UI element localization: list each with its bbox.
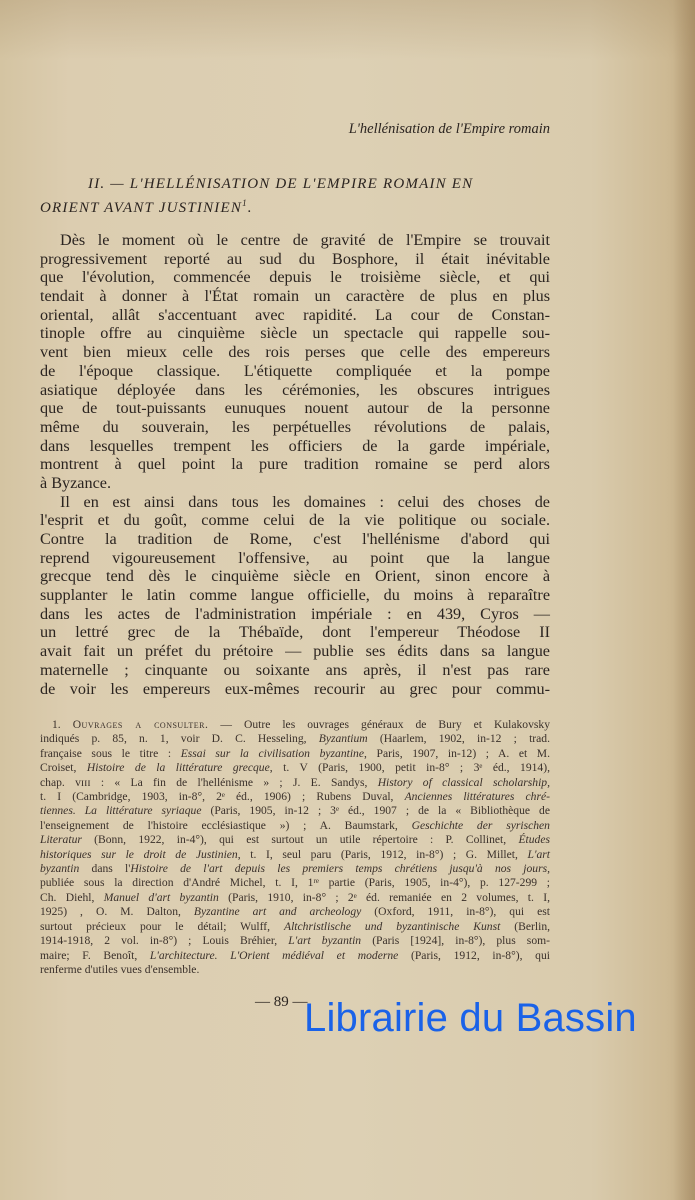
body-line: de l'époque classique. L'étiquette compliquée et la pompe — [40, 361, 550, 380]
footnote-title: Histoire de l'art depuis les premiers temps chrétiens jusqu'à nos jours, — [130, 862, 551, 876]
footnote-ref[interactable]: 1 — [242, 198, 248, 208]
heading-line-2 — [40, 200, 253, 216]
footnote — [40, 718, 550, 977]
footnote-line — [40, 876, 550, 890]
footnote-line — [40, 833, 550, 847]
body-line: Il en est ainsi dans tous les domaines : celui des choses de — [60, 492, 550, 511]
footnote-text: surtout précieux pour le détail; Wulff, — [40, 919, 284, 933]
footnote-title: tiennes. La littérature syriaque — [40, 804, 202, 818]
footnote-title: byzantin — [40, 862, 80, 876]
footnote-text: (Haarlem, 1902, in-12 ; trad. — [367, 732, 550, 746]
footnote-line — [40, 848, 550, 862]
section-heading — [40, 175, 550, 218]
footnote-line — [40, 804, 550, 818]
footnote-title: L'architecture. L'Orient médiéval et moderne — [149, 948, 399, 962]
body-line: maternelle ; cinquante ou soixante ans après, il n'est pas rare — [40, 660, 550, 679]
body-line: Contre la tradition de Rome, c'est l'hellénisme d'abord qui — [40, 530, 550, 548]
footnote-title: Altchristlische und byzantinische Kunst — [284, 919, 501, 933]
heading-line-1: II. — L'HELLÉNISATION DE L'EMPIRE ROMAIN EN — [88, 176, 474, 192]
footnote-title: Geschichte der syrischen — [411, 818, 550, 832]
footnote-text: — Outre les ouvrages généraux de Bury et Kulakovsky — [208, 718, 550, 731]
body-line: dans les actes de l'administration impériale : en 439, Cyros — — [40, 604, 550, 623]
page-edge — [673, 0, 695, 1200]
footnote-text: 1925) , O. M. Dalton, — [40, 905, 194, 919]
body-line: tendait à donner à l'État romain un caractère de plus en plus — [40, 287, 550, 306]
footnote-text: indiqués p. 85, n. 1, voir D. C. Hesseling, — [40, 732, 319, 746]
footnote-text: française sous le titre : — [40, 746, 181, 760]
footnote-text: Ch. Diehl, — [40, 890, 104, 904]
footnote-text: dans l' — [79, 862, 131, 876]
footnote-line — [40, 761, 550, 775]
body-line: oriental, allât s'accentuant avec rapidité. La cour de Constan- — [40, 305, 550, 324]
footnote-title: Byzantium — [318, 732, 368, 746]
footnote-text: renferme d'utiles vues d'ensemble. — [40, 962, 200, 976]
footnote-title: History of classical scholarship, — [377, 775, 550, 789]
body-line: à Byzance. — [40, 473, 112, 492]
footnote-text: (Berlin, — [500, 919, 551, 933]
footnote-title: Essai sur la civilisation byzantine — [180, 746, 365, 760]
heading-end: . — [247, 200, 253, 216]
footnote-text: chap. ᴠɪɪɪ : « La fin de l'hellénisme » ; J. E. Sandys, — [40, 775, 378, 789]
running-header: L'hellénisation de l'Empire romain — [348, 121, 550, 137]
footnote-line — [40, 905, 550, 919]
footnote-text: Ouvrages a consulter. — [72, 718, 209, 731]
body-line: vent bien mieux celle des rois perses que celle des empereurs — [40, 343, 550, 362]
body-line: que de tout-puissants eunuques nouent autour de la personne — [40, 399, 550, 418]
footnote-text: (Paris, 1905, in-12 ; 3ᵉ éd., 1907 ; de la « Bibliothèque de — [201, 804, 550, 818]
page-number: — 89 — — [255, 994, 308, 1010]
body-line: tinople offre au cinquième siècle un spectacle qui rappelle sou- — [40, 324, 550, 343]
footnote-title: Études — [518, 833, 550, 847]
footnote-text: l'enseignement de l'histoire ecclésiastique ») ; A. Baumstark, — [40, 818, 412, 832]
footnote-line — [40, 718, 550, 732]
footnote-title: L'art — [527, 847, 550, 861]
footnote-text: publiée sous la direction d'André Michel, t. I, 1ʳᵉ partie (Paris, 1905, in-4°), p. 127-299 ; — [40, 876, 550, 890]
footnote-title: L'art byzantin — [288, 934, 362, 948]
footnote-text: t. I (Cambridge, 1903, in-8°, 2ᵉ éd., 1906) ; Rubens Duval, — [40, 790, 405, 804]
body-line: asiatique déployée dans les cérémonies, les obscures intrigues — [40, 380, 550, 399]
footnote-text: (Bonn, 1922, in-4°), qui est surtout un utile répertoire : P. Collinet, — [81, 833, 519, 847]
body-line: montrent à quel point la pure tradition romaine se perd alors — [40, 455, 550, 474]
body-line: reprend vigoureusement l'offensive, au point que la langue — [40, 548, 550, 567]
footnote-text: (Paris, 1910, in-8° ; 2ᵉ éd. remaniée en 2 volumes, t. I, — [218, 890, 550, 904]
footnote-line — [40, 776, 550, 790]
heading-line-2-text: ORIENT AVANT JUSTINIEN — [40, 200, 243, 216]
footnote-text: maire; F. Benoît, — [40, 948, 150, 962]
body-line: un lettré grec de la Thébaïde, dont l'empereur Théodose II — [40, 623, 550, 642]
footnote-line — [40, 920, 550, 934]
footnote-line — [40, 934, 550, 948]
footnote-text: (Oxford, 1911, in-8°), qui est — [361, 905, 550, 919]
body-line: avait fait un préfet du prétoire — publie ses édits dans sa langue — [40, 642, 550, 661]
body-line: dans lesquelles trempent les officiers de la garde impériale, — [40, 436, 550, 455]
footnote-text: , t. I, seul paru (Paris, 1912, in-8°) ; G. Millet, — [237, 847, 528, 861]
body-text — [40, 231, 550, 698]
footnote-text: 1914-1918, 2 vol. in-8°) ; Louis Bréhier, — [40, 934, 289, 948]
body-line: supplanter le latin comme langue officielle, du moins à reparaître — [40, 586, 550, 605]
footnote-title: Anciennes littératures chré- — [404, 790, 551, 804]
footnote-line — [40, 732, 550, 746]
footnote-title: Histoire de la littérature grecque — [86, 761, 270, 775]
footnote-text: , t. V (Paris, 1900, petit in-8° ; 3ᵉ éd., 1914), — [269, 761, 550, 775]
body-line: l'esprit et du goût, comme celui de la vie politique ou sociale. — [40, 511, 550, 530]
body-line: de voir les empereurs eux-mêmes recourir au grec pour commu- — [40, 679, 550, 698]
page-shadow — [0, 0, 695, 60]
footnote-line — [40, 790, 550, 804]
footnote-title: Byzantine art and archeology — [193, 905, 362, 919]
footnote-line — [40, 963, 550, 977]
footnote-title: Manuel d'art byzantin — [103, 890, 219, 904]
body-line: grecque tend dès le cinquième siècle en Orient, sinon encore à — [40, 567, 550, 586]
footnote-text: (Paris [1924], in-8°), plus som- — [361, 934, 550, 948]
body-line: Dès le moment où le centre de gravité de l'Empire se trouvait — [60, 231, 550, 249]
footnote-title: historiques sur le droit de Justinien — [40, 847, 238, 861]
body-line: progressivement reporté au sud du Bosphore, il était inévitable — [40, 249, 550, 268]
body-line: que l'évolution, commencée depuis le troisième siècle, et qui — [40, 268, 550, 287]
footnote-text: 1. — [52, 718, 73, 731]
body-line: même du souverain, les perpétuelles révolutions de palais, — [40, 417, 550, 436]
footnote-line — [40, 949, 550, 963]
footnote-line — [40, 747, 550, 761]
footnote-text: , Paris, 1907, in-12) ; A. et M. — [364, 746, 551, 760]
footnote-line — [40, 862, 550, 876]
footnote-line — [40, 819, 550, 833]
footnote-title: Literatur — [40, 833, 82, 847]
footnote-text: Croiset, — [40, 761, 87, 775]
footnote-line — [40, 891, 550, 905]
watermark: Librairie du Bassin — [304, 996, 637, 1040]
footnote-text: (Paris, 1912, in-8°), qui — [398, 948, 550, 962]
